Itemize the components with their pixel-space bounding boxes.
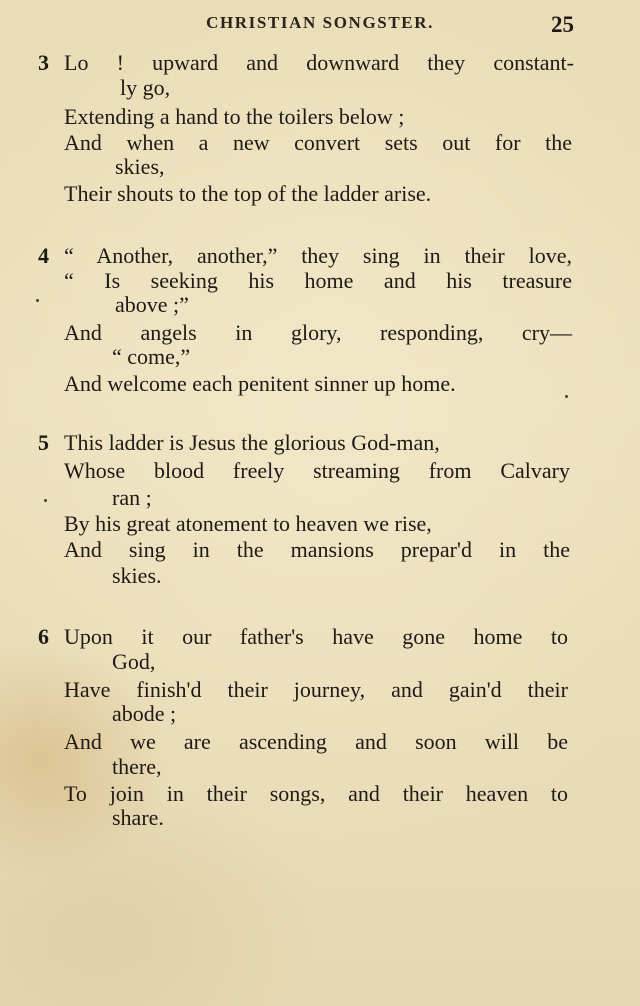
verse-line-continuation: ran ;: [112, 485, 152, 510]
verse-line: Extending a hand to the toilers below ;: [64, 104, 405, 129]
stanza-number: 6: [38, 624, 49, 649]
verse-line: And when a new convert sets out for the: [64, 130, 572, 155]
verse-line: “ Another, another,” they sing in their love,: [64, 243, 572, 268]
stanza-number: 5: [38, 430, 49, 455]
verse-line-continuation: ly go,: [120, 75, 171, 100]
stanza-number: 4: [38, 243, 49, 268]
paper-speck: [44, 499, 47, 502]
verse-line-continuation: abode ;: [112, 701, 177, 726]
verse-line-continuation: above ;”: [115, 292, 189, 317]
verse-line-continuation: share.: [112, 805, 164, 830]
verse-line-continuation: skies,: [115, 154, 165, 179]
verse-line-continuation: God,: [112, 649, 156, 674]
paper-speck: [36, 299, 39, 302]
verse-line-continuation: skies.: [112, 563, 162, 588]
stanza-number: 3: [38, 50, 49, 75]
verse-line: Have finish'd their journey, and gain'd their: [64, 677, 568, 702]
verse-line: And welcome each penitent sinner up home.: [64, 371, 456, 396]
verse-line: “ Is seeking his home and his treasure: [64, 268, 572, 293]
verse-line: Whose blood freely streaming from Calvary: [64, 458, 570, 483]
verse-line: And sing in the mansions prepar'd in the: [64, 537, 570, 562]
verse-line: By his great atonement to heaven we rise,: [64, 511, 432, 536]
verse-line: And we are ascending and soon will be: [64, 729, 568, 754]
verse-line: Their shouts to the top of the ladder arise.: [64, 181, 432, 206]
verse-line: This ladder is Jesus the glorious God-man,: [64, 430, 440, 455]
verse-line: And angels in glory, responding, cry—: [64, 320, 572, 345]
verse-line: Lo ! upward and downward they constant-: [64, 50, 574, 75]
page-number: 25: [551, 12, 574, 37]
verse-line: To join in their songs, and their heaven to: [64, 781, 568, 806]
verse-line: Upon it our father's have gone home to: [64, 624, 568, 649]
verse-line-continuation: there,: [112, 754, 162, 779]
running-title: CHRISTIAN SONGSTER.: [206, 13, 434, 32]
verse-line-continuation: “ come,”: [112, 344, 191, 369]
paper-speck: [565, 395, 568, 398]
